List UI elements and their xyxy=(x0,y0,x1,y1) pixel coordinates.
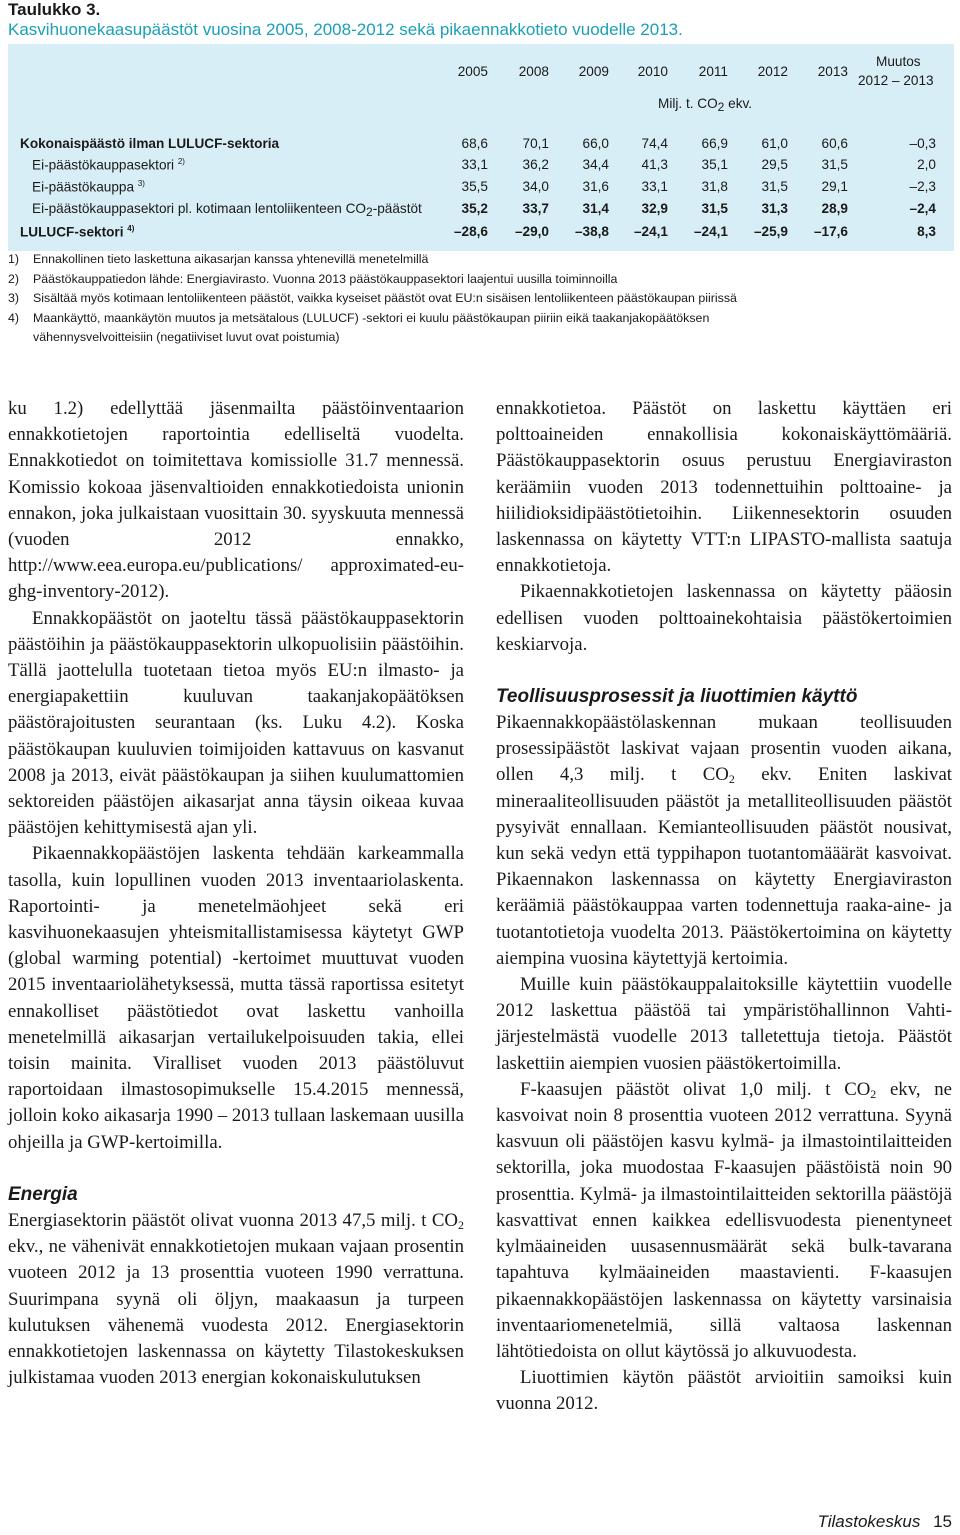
page-footer xyxy=(818,1512,953,1532)
footnote-text: Ennakollinen tieto laskettuna aikasarjan kanssa yhtenevillä menetelmillä xyxy=(33,252,429,266)
row-label-total: Kokonaispäästö ilman LULUCF-sektoria xyxy=(20,136,280,151)
right-text-column xyxy=(496,396,952,1418)
table-cell: 34,0 xyxy=(522,179,549,194)
table-cell: 28,9 xyxy=(821,201,848,216)
paragraph: Liuottimien käytön päästöt arvioitiin samoiksi kuin vuonna 2012. xyxy=(496,1367,952,1415)
footnote-mark: 2) xyxy=(8,272,20,286)
table-cell: 29,5 xyxy=(761,157,788,172)
paragraph: ku 1.2) edellyttää jäsenmailta päästöinventaarion ennakkotietojen raportointia edelliseltä vuodelta. Ennakkotiedot on toimitettava komissiolle 31.7 mennessä. Komissio kokoaa jäsenvaltioiden ennakkotiedoista unionin ennakon, joka julkaistaan vuosittain 30. syyskuuta mennessä (vuoden 2012 ennakko, http://www.eea.europa.eu/publications/ approximated-eu-ghg-inventory-2012). xyxy=(8,398,464,603)
footnote-mark: 4) xyxy=(8,311,20,325)
row-label: Ei-päästökauppa $^{3)}$ xyxy=(32,179,145,195)
table-cell: –24,1 xyxy=(693,224,728,239)
table-cell: –24,1 xyxy=(633,224,668,239)
table-cell: 34,4 xyxy=(582,157,609,172)
left-text-column xyxy=(8,396,464,1391)
col-header-year: 2012 xyxy=(757,64,788,79)
page-number: 15 xyxy=(933,1512,952,1531)
table-cell: –17,6 xyxy=(813,224,848,239)
footnote-text: Päästökauppatiedon lähde: Energiavirasto. Vuonna 2013 päästökauppasektori laajentui uusilla toiminnoilla xyxy=(33,272,618,286)
table-subtitle: Kasvihuonekaasupäästöt vuosina 2005, 2008-2012 sekä pikaennakkotieto vuodelle 2013. xyxy=(8,20,683,39)
table-cell: 32,9 xyxy=(641,201,668,216)
paragraph: Muille kuin päästökauppalaitoksille käytettiin vuodelle 2012 laskettua päästöä tai ympäristöhallinnon Vahti-järjestelmästä vuodelle 2013 talletettuja tietoja. Päästöt laskettiin aiempien vuosien päästökertoimilla. xyxy=(496,974,952,1074)
table-cell: 61,0 xyxy=(761,136,788,151)
col-header-change: Muutos xyxy=(876,54,921,69)
table-title: Taulukko 3. xyxy=(8,0,101,19)
table-cell-change: –2,3 xyxy=(909,179,936,194)
table-cell-change: –0,3 xyxy=(909,136,936,151)
paragraph: Pikaennakkopäästölaskennan mukaan teollisuuden prosessipäästöt laskivat vajaan prosentin vuoden aikana, ollen 4,3 milj. t $CO_2$ ekv. Eniten laskivat mineraaliteollisuuden päästöt ja metalliteollisuuden päästöt pysyivät ennallaan. Kemianteollisuuden päästöt nousivat, kun sekä vedyn että typpihapon tuotantomääärät kasvoivat. Pikaennakon laskennassa on käytetty Energiaviraston keräämiä päästökauppaa varten todennettuja raaka-aine- ja tuotantotietoja vuodelta 2013. Päästökertoimina on käytetty aiempina vuosina käytettyjä kertoimia. xyxy=(496,712,953,969)
table-cell-change: 8,3 xyxy=(917,224,936,239)
footnote-text: Sisältää myös kotimaan lentoliikenteen päästöt, vaikka kyseiset päästöt ovat EU:n sisäisen lentoliikenteen päästökaupan piirissä xyxy=(33,291,737,305)
paragraph: Pikaennakkotietojen laskennassa on käytetty pääosin edellisen vuoden polttoainekohtaisia päästökertoimien keskiarvoja. xyxy=(496,581,952,655)
table-cell: 31,5 xyxy=(701,201,728,216)
col-header-year: 2008 xyxy=(518,64,549,79)
section-heading-teollisuus: Teollisuusprosessit ja liuottimien käyttö xyxy=(496,686,858,708)
emissions-table xyxy=(8,44,954,251)
table-cell: –25,9 xyxy=(753,224,788,239)
table-cell: 31,8 xyxy=(701,179,728,194)
table-cell: 31,3 xyxy=(761,201,788,216)
section-heading-energia: Energia xyxy=(8,1183,78,1205)
col-header-change-years: 2012 – 2013 xyxy=(858,73,934,88)
table-cell-change: 2,0 xyxy=(917,157,936,172)
table-cell: 66,9 xyxy=(701,136,728,151)
col-header-year: 2009 xyxy=(578,64,609,79)
paragraph: Energiasektorin päästöt olivat vuonna 2013 47,5 milj. t $CO_2$ ekv., ne vähenivät ennakkotietojen mukaan vajaan prosentin vuoteen 2012 ja 13 prosenttia vuoteen 1990 verrattuna. Suurimpana syynä oli öljyn, maakaasun ja turpeen kulutuksen vähenemä vuodesta 2012. Energiasektorin ennakkotietojen laskennassa on käytetty Tilastokeskuksen julkistamaa vuoden 2013 energian kokonaiskulutuksen xyxy=(8,1209,464,1389)
row-label-lulucf: LULUCF-sektori $^{4)}$ xyxy=(20,224,135,240)
col-header-year: 2011 xyxy=(698,64,728,79)
table-cell: 66,0 xyxy=(582,136,609,151)
table-cell: 29,1 xyxy=(821,179,848,194)
unit-label: Milj. t. $CO_2$ ekv. xyxy=(658,96,753,114)
table-cell: 60,6 xyxy=(821,136,848,151)
table-cell: 33,1 xyxy=(461,157,488,172)
paragraph: Pikaennakkopäästöjen laskenta tehdään karkeammalla tasolla, kuin lopullinen vuoden 2013 inventaariolaskenta. Raportointi- ja menetelmäohjeet sekä eri kasvihuonekaasujen yhteismitallistamisessa käytetyt GWP (global warming potential) -kertoimet muuttuvat vuoden 2015 inventaariolähetyksessä, mutta tässä raportissa esitetyt ennakolliset päästötiedot ovat laskettu vanhoilla menetelmillä aikasarjan vertailukelpoisuuden takia, ellei toisin mainita. Viralliset vuoden 2013 päästöluvut raportoidaan ilmastosopimukselle 15.4.2015 mennessä, jolloin koko aikasarja 1990 – 2013 tullaan laskemaan uusilla ohjeilla ja GWP-kertoimilla. xyxy=(8,843,464,1153)
table-cell: 31,6 xyxy=(582,179,609,194)
table-cell: 35,5 xyxy=(461,179,488,194)
footnote-text: Maankäyttö, maankäytön muutos ja metsätalous (LULUCF) -sektori ei kuulu päästökaupan piiriin eikä taakanjakopäätöksen xyxy=(33,311,710,325)
table-cell-change: –2,4 xyxy=(909,201,936,216)
paragraph: Ennakkopäästöt on jaoteltu tässä päästökauppasektorin päästöihin ja päästökauppasektorin ulkopuolisiin päästöihin. Tällä jaottelulla tuotetaan tietoa myös EU:n ilmasto- ja energiapakettiin kuuluvan taakanjakopäätöksen päästörajoitusten seurantaan (ks. Luku 4.2). Koska päästökaupan kuuluvien toimijoiden kattavuus on kasvanut 2008 ja 2013, eivät päästökaupan ja siihen kuulumattomien sektoreiden päästöjen aikasarjat anna täysin oikeaa kuvaa päästöjen kehittymisestä ajan yli. xyxy=(8,607,464,839)
table-cell: 33,1 xyxy=(641,179,668,194)
table-cell: –29,0 xyxy=(514,224,549,239)
table-cell: 74,4 xyxy=(641,136,668,151)
col-header-year: 2010 xyxy=(637,64,668,79)
paragraph: ennakkotietoa. Päästöt on laskettu käyttäen eri polttoaineiden ennakollisia kokonaiskäyttömääriä. Päästökauppasektorin osuus perustuu Energiaviraston keräämiin vuoden 2013 todennettuihin polttoaine- ja hiilidioksidipäästötietoihin. Liikennesektorin osuuden laskennassa on käytetty VTT:n LIPASTO-mallista saatuja ennakkotietoja. xyxy=(496,398,952,577)
col-header-year: 2005 xyxy=(457,64,488,79)
table-cell: 33,7 xyxy=(522,201,549,216)
table-cell: 35,1 xyxy=(701,157,728,172)
footnote-mark: 1) xyxy=(8,252,20,266)
table-cell: 31,5 xyxy=(821,157,848,172)
paragraph: F-kaasujen päästöt olivat 1,0 milj. t $CO_2$ ekv, ne kasvoivat noin 8 prosenttia vuoteen 2012 verrattuna. Syynä kasvuun oli päästöjen kasvu kylmä- ja ilmastointilaitteiden sektorilla, joka muodostaa F-kaasujen päästöistä noin 90 prosenttia. Kylmä- ja ilmastointilaitteiden sektorilla päästöjä kasvattivat ennen kaikkea edellisvuodesta pienentyneet kylmäaineiden uusasennusmäärät sekä bulk-tavarana tapahtuva kylmäaineiden maastavienti. F-kaasujen pikaennakkopäästöjen laskennassa on käytetty varsinaisia inventaariomenetelmiä, sillä valtaosa laskennan lähtötiedoista on ollut käytössä jo alkuvuodesta. xyxy=(496,1078,952,1362)
table-cell: 35,2 xyxy=(461,201,488,216)
footnote-mark: 3) xyxy=(8,291,20,305)
table-cell: 41,3 xyxy=(641,157,668,172)
footnote-text: vähennysvelvoitteisiin (negatiiviset luvut ovat poistumia) xyxy=(33,330,340,344)
table-cell: –28,6 xyxy=(453,224,488,239)
table-cell: 68,6 xyxy=(461,136,488,151)
table-cell: 31,5 xyxy=(761,179,788,194)
table-cell: 31,4 xyxy=(582,201,609,216)
table-cell: –38,8 xyxy=(574,224,609,239)
table-cell: 70,1 xyxy=(522,136,549,151)
col-header-year: 2013 xyxy=(817,64,848,79)
row-label: Ei-päästökauppasektori $^{2)}$ xyxy=(32,157,185,173)
table-cell: 36,2 xyxy=(522,157,549,172)
row-label: Ei-päästökauppasektori pl. kotimaan lentoliikenteen $CO_2$-päästöt xyxy=(32,201,422,219)
publisher-name: Tilastokeskus xyxy=(817,1512,921,1531)
